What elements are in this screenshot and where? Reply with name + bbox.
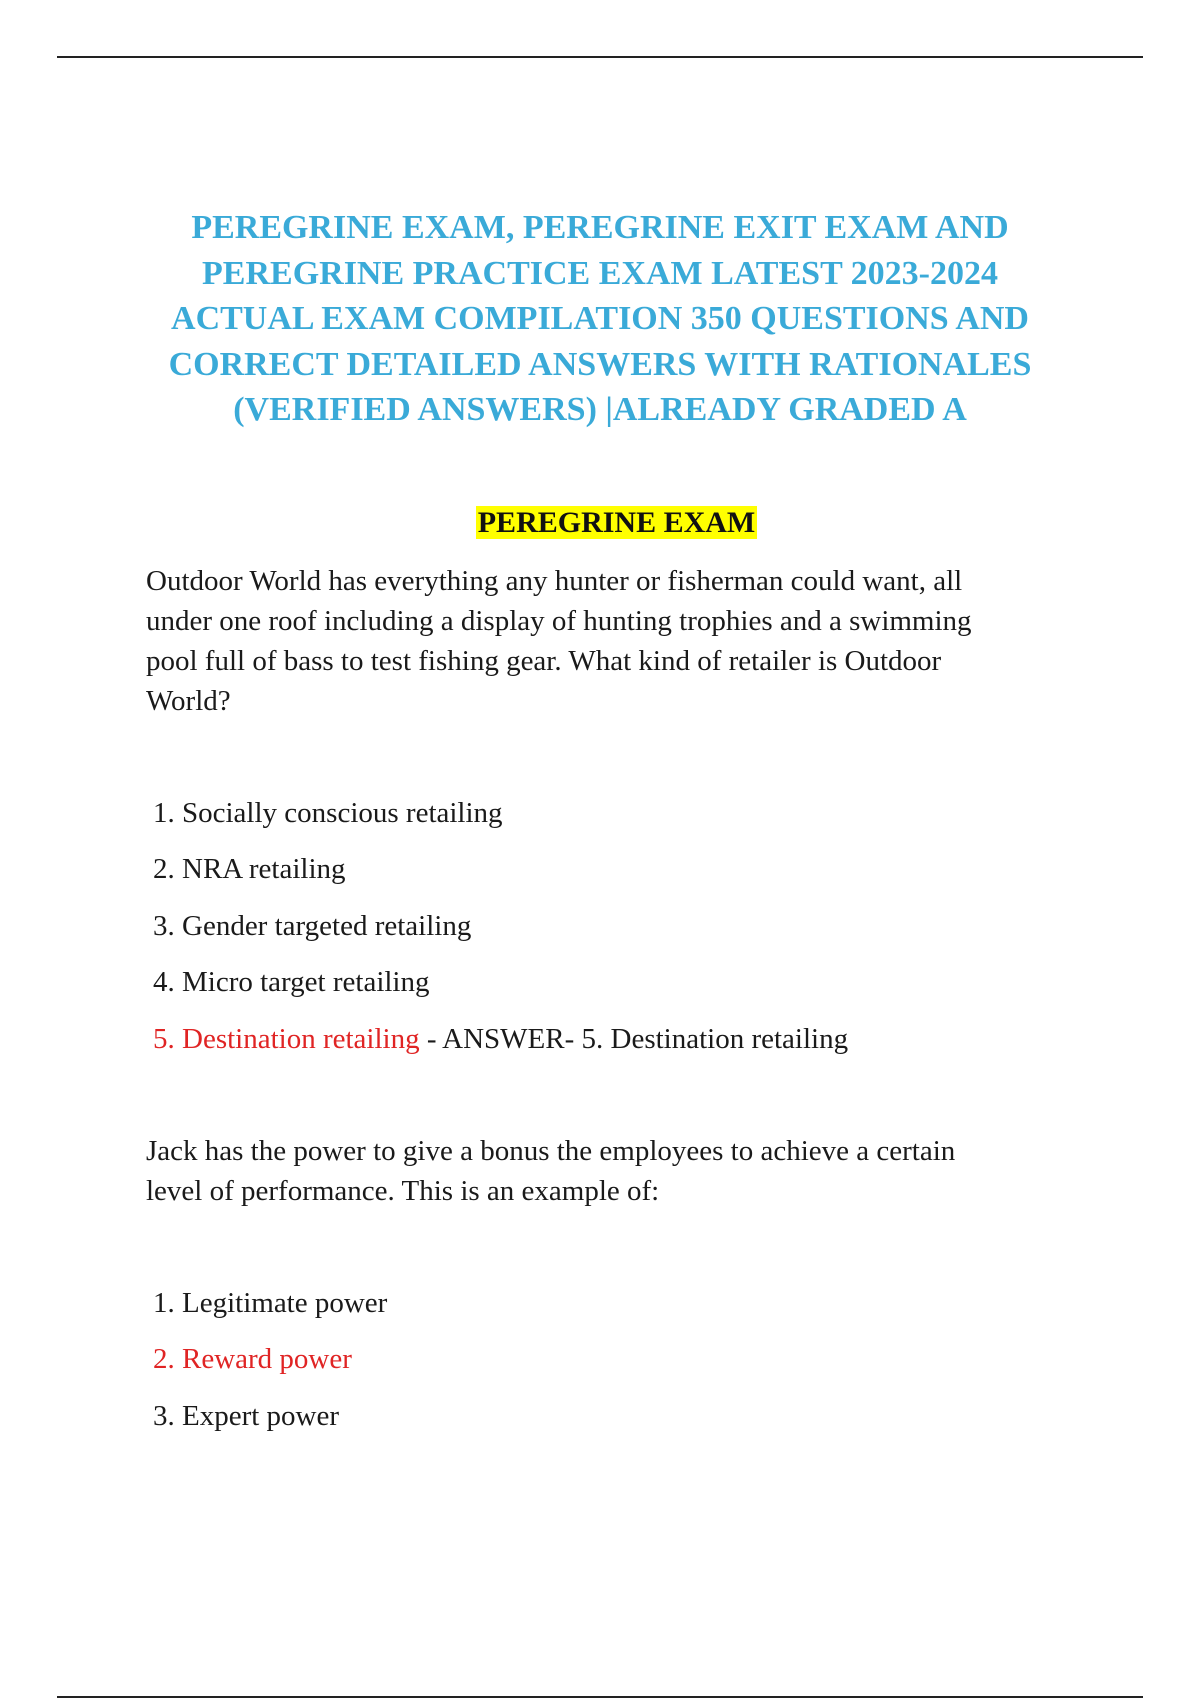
- section-heading-highlight: PEREGRINE EXAM: [477, 506, 756, 539]
- section-heading: [0, 503, 1200, 543]
- question-1-option-5: [153, 1019, 848, 1059]
- title-line: PEREGRINE EXAM, PEREGRINE EXIT EXAM AND: [191, 209, 1009, 246]
- question-2-option-3: 3. Expert power: [153, 1400, 340, 1432]
- title-line: CORRECT DETAILED ANSWERS WITH RATIONALES: [168, 345, 1032, 383]
- question-line: Jack has the power to give a bonus the employees to achieve a certain: [146, 1135, 956, 1167]
- question-line: Outdoor World has everything any hunter or fisherman could want, all: [146, 565, 963, 597]
- title-line: ACTUAL EXAM COMPILATION 350 QUESTIONS AND: [171, 300, 1029, 337]
- question-1-option-4: 4. Micro target retailing: [153, 966, 430, 998]
- question-line: pool full of bass to test fishing gear. What kind of retailer is Outdoor: [146, 645, 942, 677]
- top-divider: [57, 56, 1143, 58]
- question-1-text: [146, 561, 1096, 721]
- document-title: [120, 205, 1080, 433]
- question-2-text: [146, 1131, 1096, 1211]
- question-1-option-1: 1. Socially conscious retailing: [153, 797, 503, 829]
- title-line: (VERIFIED ANSWERS) |ALREADY GRADED A: [233, 391, 967, 428]
- correct-option-text: 5. Destination retailing: [153, 1023, 420, 1055]
- question-1-option-3: 3. Gender targeted retailing: [153, 910, 472, 942]
- question-1-option-2: 2. NRA retailing: [153, 853, 346, 885]
- title-line: PEREGRINE PRACTICE EXAM LATEST 2023-2024: [202, 254, 998, 292]
- question-line: World?: [146, 685, 231, 717]
- question-line: under one roof including a display of hunting trophies and a swimming: [146, 605, 972, 637]
- question-2-option-1: 1. Legitimate power: [153, 1287, 388, 1319]
- question-2-option-2: 2. Reward power: [153, 1343, 352, 1375]
- answer-key: - ANSWER- 5. Destination retailing: [419, 1023, 849, 1055]
- bottom-divider: [57, 1696, 1143, 1698]
- question-line: level of performance. This is an example of:: [146, 1175, 660, 1207]
